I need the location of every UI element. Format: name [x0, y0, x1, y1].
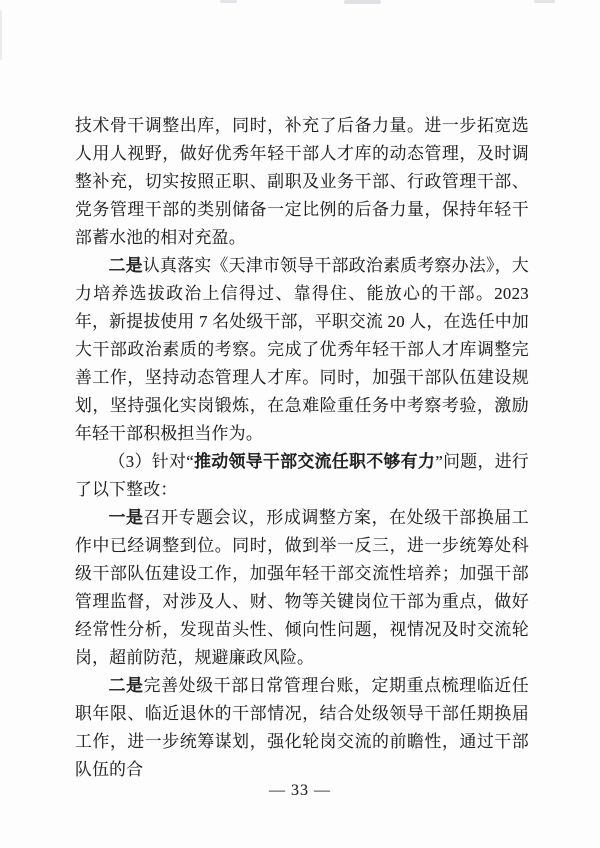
paragraph-4 — [75, 504, 529, 672]
scan-artifact — [0, 10, 2, 60]
paragraph-text: 完善处级干部日常管理台账，定期重点梳理临近任职年限、临近退休的干部情况，结合处级领导干部任期换届工作，进一步统筹谋划，强化轮岗交流的前瞻性，通过干部队伍的合 — [75, 676, 529, 779]
paragraph-text: 认真落实《天津市领导干部政治素质考察办法》，大力培养选拔政治上信得过、靠得住、能放心的干部。2023 年，新提拔使用 7 名处级干部，平职交流 20 人，在选任中加大干部政治素质的考察。完成了优秀年轻干部人才库调整完善工作，坚持动态管理人才库。同时，加强干部队伍建设规划，坚持强化实岗锻炼，在急难险重任务中考察考验，激励年轻干部积极担当作为。 — [75, 256, 530, 443]
scan-artifact — [534, 0, 555, 3]
paragraph-text: ”问题，进行了以下整改： — [75, 452, 530, 499]
paragraph-text: 技术骨干调整出库，同时，补充了后备力量。进一步拓宽选人用人视野，做好优秀年轻干部人才库的动态管理，及时调整补充，切实按照正职、副职及业务干部、行政管理干部、党务管理干部的类别储备一定比例的后备力量，保持年轻干部蓄水池的相对充盈。 — [75, 116, 529, 247]
paragraph-5 — [75, 672, 529, 784]
paragraph-text: 召开专题会议，形成调整方案，在处级干部换届工作中已经调整到位。同时，做到举一反三，进一步统筹处科级干部队伍建设工作，加强年轻干部交流性培养；加强干部管理监督，对涉及人、财、物等关键岗位干部为重点，做好经常性分析，发现苗头性、倾向性问题，视情况及时交流轮岗，超前防范，规避廉政风险。 — [75, 508, 529, 667]
scan-artifact — [344, 0, 381, 4]
paragraph-1 — [75, 112, 529, 252]
page-number-text: — 33 — — [269, 782, 331, 799]
document-body — [75, 112, 529, 784]
paragraph-2 — [75, 252, 529, 448]
paragraph-lead: 二是 — [108, 256, 143, 275]
page-number — [0, 782, 600, 800]
scan-artifact — [220, 0, 237, 3]
paragraph-3 — [75, 448, 529, 504]
paragraph-text: （3）针对“ — [108, 452, 195, 471]
quoted-issue-title: 推动领导干部交流任职不够有力 — [194, 452, 436, 471]
paragraph-lead: 一是 — [108, 508, 144, 527]
paragraph-lead: 二是 — [108, 676, 144, 695]
